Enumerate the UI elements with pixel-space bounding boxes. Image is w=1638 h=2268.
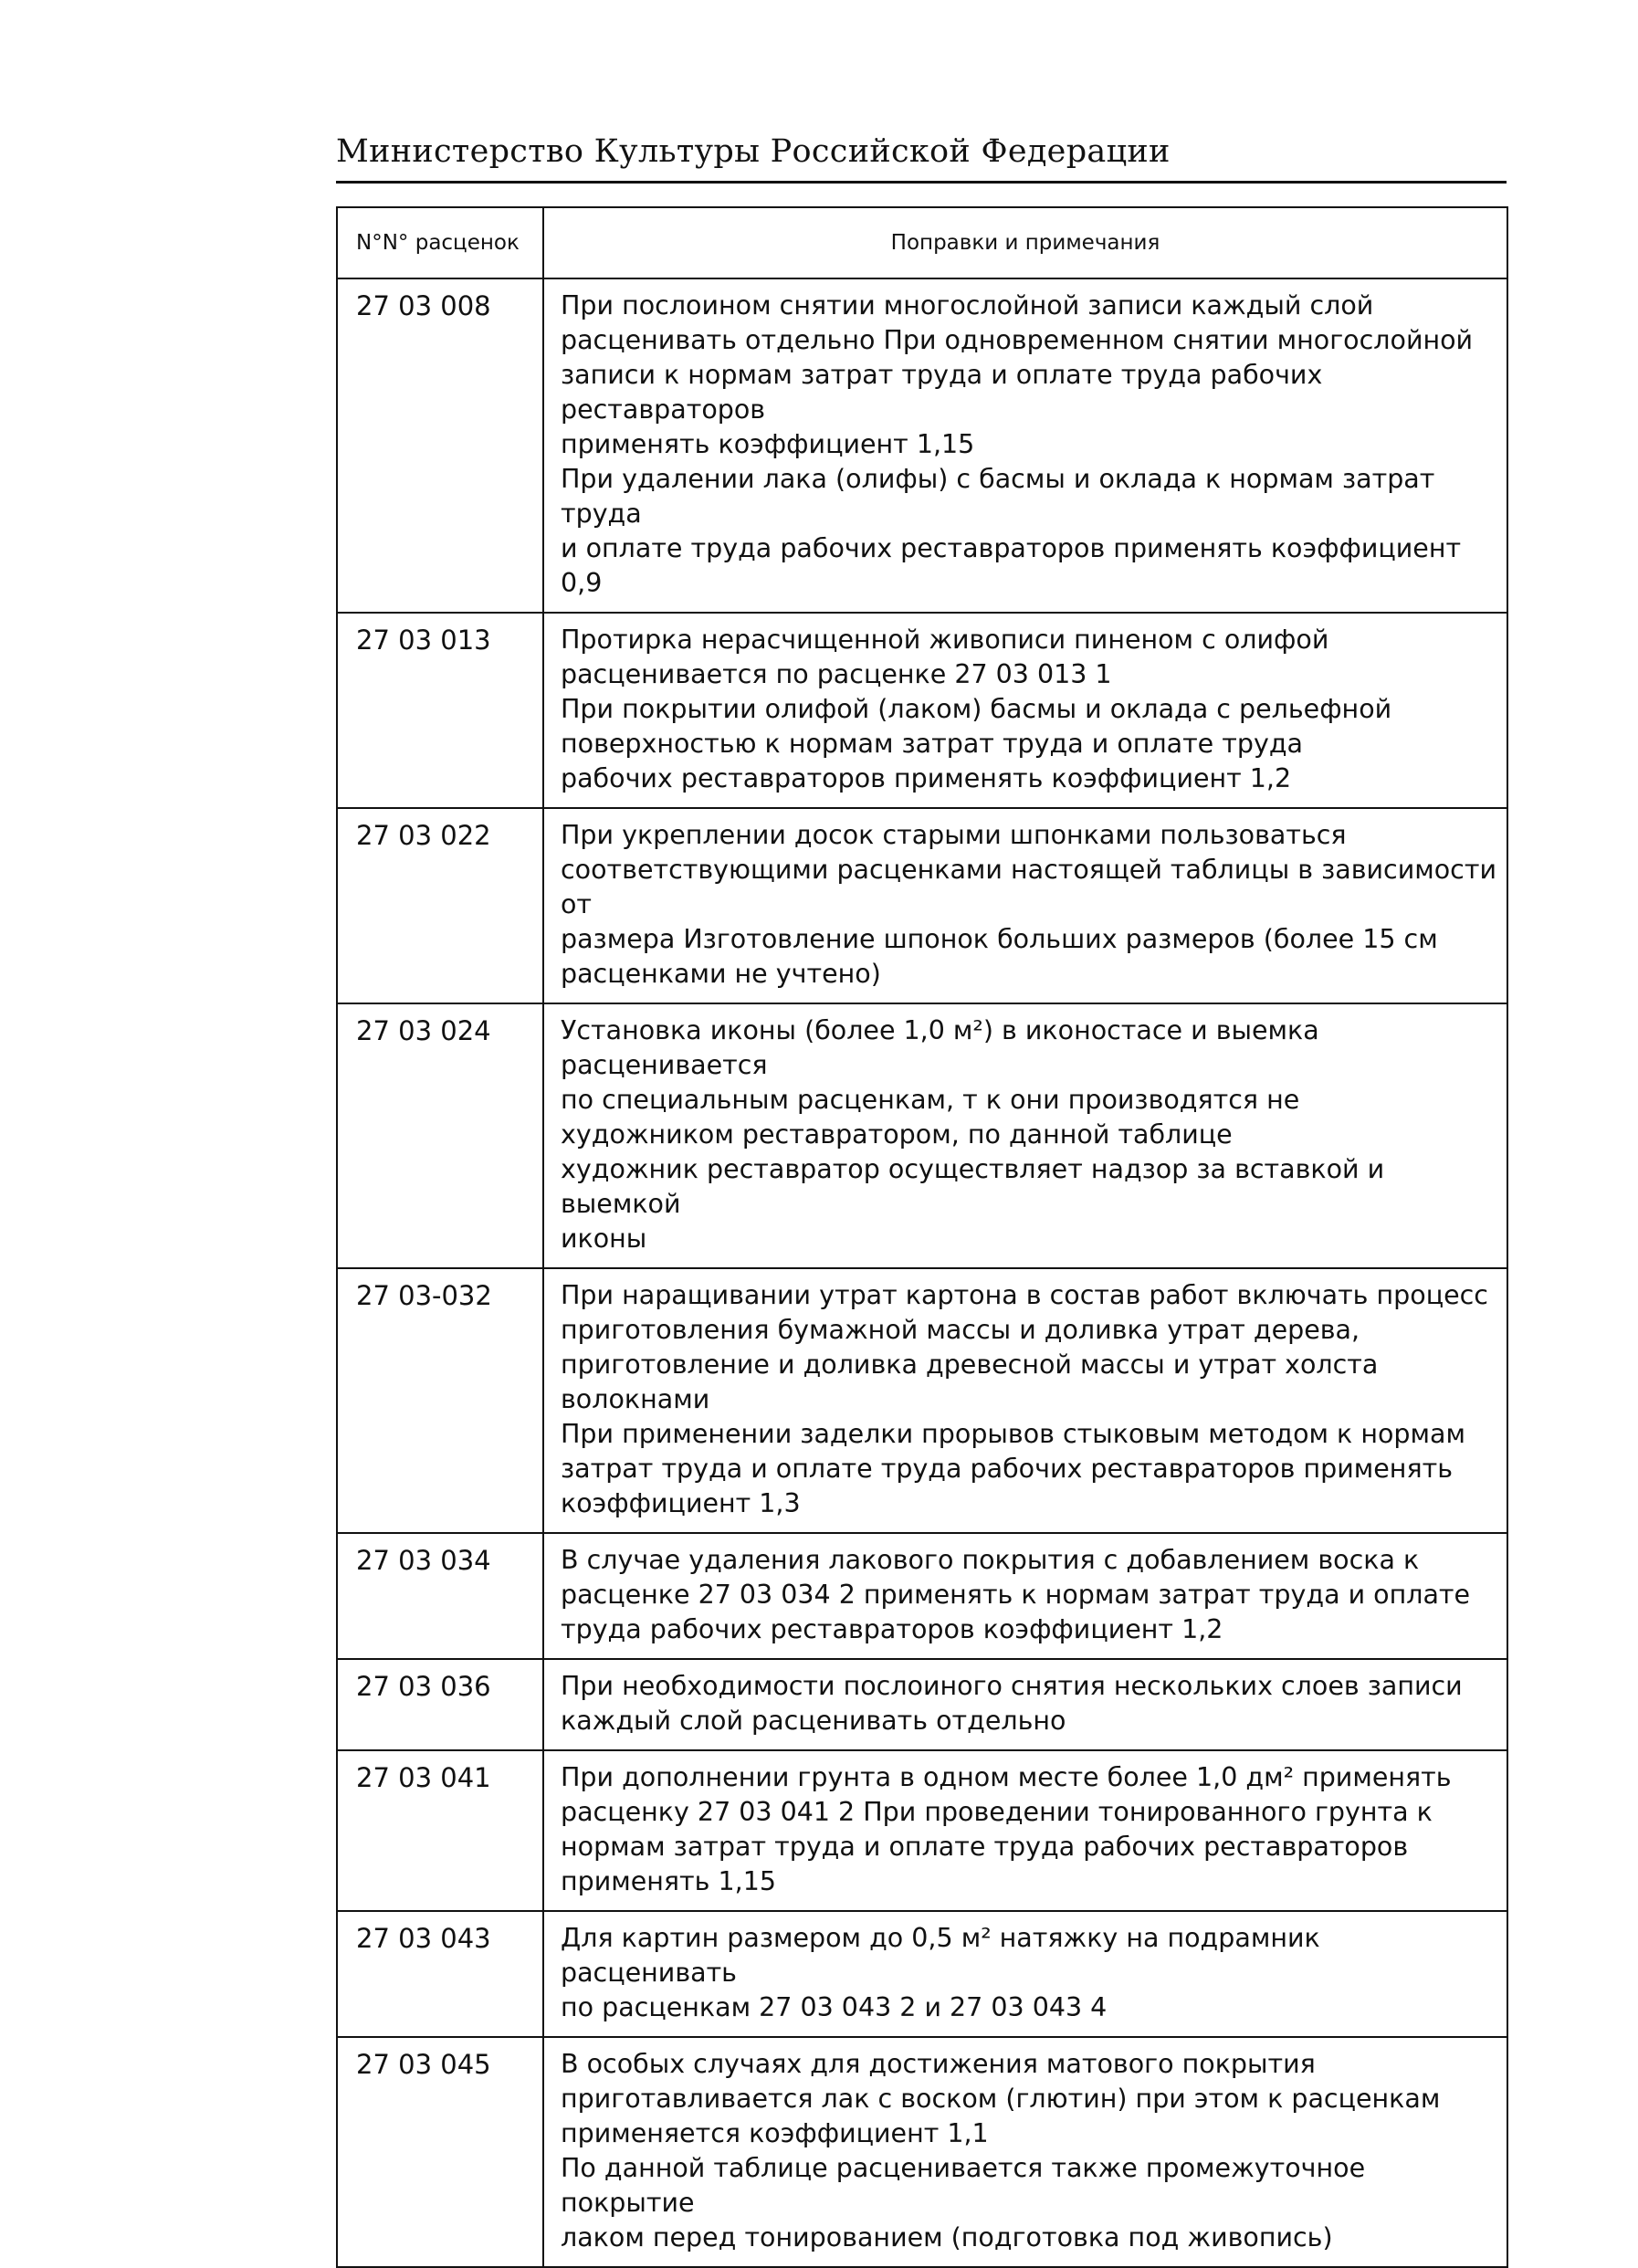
table-row — [337, 1533, 1507, 1659]
rate-note — [543, 2037, 1507, 2267]
rate-note — [543, 808, 1507, 1003]
rate-note — [543, 1533, 1507, 1659]
rate-code: 27 03 045 — [337, 2037, 543, 2267]
rate-note-text: При необходимости послоиного снятия нескольких слоев записи каждый слой расценивать отдельно — [561, 1671, 1463, 1736]
rate-note — [543, 1750, 1507, 1911]
norms-table — [336, 206, 1508, 2268]
column-header-notes: Поправки и примечания — [543, 207, 1507, 278]
rate-note-text: Установка иконы (более 1,0 м²) в иконостасе и выемка расценивается по специальным расценкам, т к они производятся не художником реставратором, по данной таблице художник реставратор осуществляет надзор за вставкой и выемкой иконы — [561, 1015, 1385, 1254]
table-row — [337, 1268, 1507, 1533]
rate-note-text: При послоином снятии многослойной записи каждый слой расценивать отдельно При одновременном снятии многослойной записи к нормам затрат труда и оплате труда рабочих реставраторов применять коэффициент 1,15 При удалении лака (олифы) с басмы и оклада к нормам затрат труда и оплате труда рабочих реставраторов применять коэффициент 0,9 — [561, 290, 1474, 598]
rate-note — [543, 1003, 1507, 1268]
table-row — [337, 613, 1507, 808]
table-header — [337, 207, 1507, 278]
table-row — [337, 1003, 1507, 1268]
rate-note — [543, 1268, 1507, 1533]
rate-code: 27 03 043 — [337, 1911, 543, 2037]
rate-note — [543, 1659, 1507, 1750]
table-row — [337, 808, 1507, 1003]
rate-note-text: В особых случаях для достижения матового покрытия приготавливается лак с воском (глютин) при этом к расценкам применяется коэффициент 1,1 По данной таблице расценивается также промежуточное покрытие лаком перед тонированием (подготовка под живопись) — [561, 2049, 1441, 2252]
rate-note — [543, 1911, 1507, 2037]
rate-note-text: При дополнении грунта в одном месте более 1,0 дм² применять расценку 27 03 041 2 При проведении тонированного грунта к нормам затрат труда и оплате труда рабочих реставраторов применять 1,15 — [561, 1762, 1452, 1896]
column-header-code: N°N° расценок — [337, 207, 543, 278]
rate-note-text: Для картин размером до 0,5 м² натяжку на подрамник расценивать по расценкам 27 03 043 2 и 27 03 043 4 — [561, 1923, 1320, 2022]
rate-note — [543, 613, 1507, 808]
rate-note-text: Протирка нерасчищенной живописи пиненом с олифой расценивается по расценке 27 03 013 1 При покрытии олифой (лаком) басмы и оклада с рельефной поверхностью к нормам затрат труда и оплате труда рабочих реставраторов применять коэффициент 1,2 — [561, 625, 1392, 793]
rate-code: 27 03 024 — [337, 1003, 543, 1268]
table-header-row — [337, 207, 1507, 278]
rate-note — [543, 278, 1507, 613]
table-row — [337, 278, 1507, 613]
header-divider — [336, 181, 1507, 184]
rate-code: 27 03 034 — [337, 1533, 543, 1659]
table-row — [337, 1750, 1507, 1911]
rate-note-text: При укреплении досок старыми шпонками пользоваться соответствующими расценками настоящей таблицы в зависимости от размера Изготовление шпонок больших размеров (более 15 см расценками не учтено) — [561, 820, 1496, 989]
rate-code: 27 03 041 — [337, 1750, 543, 1911]
page-title: Министерство Культуры Российской Федерации — [336, 133, 1171, 170]
rate-code: 27 03 008 — [337, 278, 543, 613]
rate-note-text: При наращивании утрат картона в состав работ включать процесс приготовления бумажной массы и доливка утрат дерева, приготовление и доливка древесной массы и утрат холста волокнами При применении заделки прорывов стыковым методом к нормам затрат труда и оплате труда рабочих реставраторов применять коэффициент 1,3 — [561, 1280, 1488, 1518]
rate-code: 27 03 022 — [337, 808, 543, 1003]
rate-code: 27 03 013 — [337, 613, 543, 808]
table-row — [337, 1911, 1507, 2037]
table-row — [337, 1659, 1507, 1750]
table-body — [337, 278, 1507, 2267]
rate-code: 27 03 036 — [337, 1659, 543, 1750]
rate-note-text: В случае удаления лакового покрытия с добавлением воска к расценке 27 03 034 2 применять к нормам затрат труда и оплате труда рабочих реставраторов коэффициент 1,2 — [561, 1545, 1471, 1644]
rate-code: 27 03-032 — [337, 1268, 543, 1533]
table-row — [337, 2037, 1507, 2267]
